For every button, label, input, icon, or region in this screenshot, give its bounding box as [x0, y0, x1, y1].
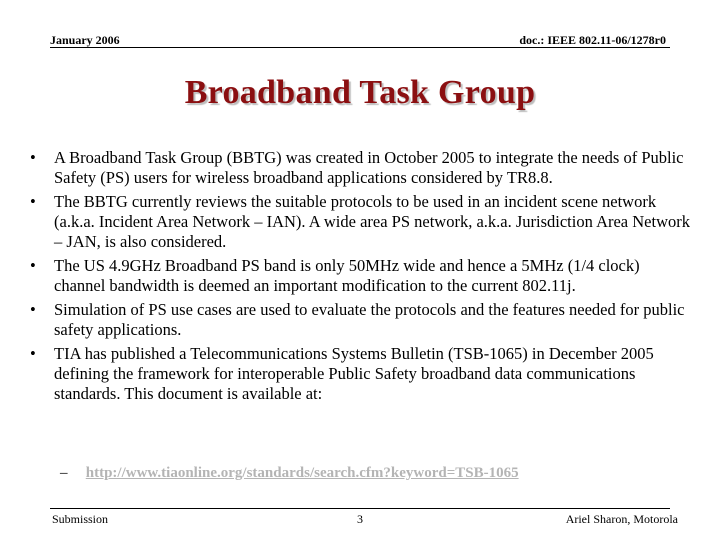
bullet-text: The BBTG currently reviews the suitable protocols to be used in an incident scene network (a.k.a. Incident Area Network – IAN). A wide area PS network, a.k.a. Jurisdiction Area Network – JAN, is also considered.: [54, 192, 690, 251]
dash-icon: –: [60, 465, 68, 481]
bullet-item: [30, 300, 695, 340]
bullet-icon: •: [30, 256, 36, 275]
bullet-item: [30, 344, 695, 404]
page-number: 3: [357, 512, 363, 526]
bullet-icon: •: [30, 344, 36, 363]
footer-submission: Submission: [52, 512, 109, 526]
bullet-icon: •: [30, 148, 36, 167]
bullet-item: [30, 148, 695, 188]
bullet-text: Simulation of PS use cases are used to evaluate the protocols and the features needed for public safety applications.: [54, 300, 685, 339]
tsb-1065-link[interactable]: http://www.tiaonline.org/standards/search.cfm?keyword=TSB-1065: [85, 465, 519, 481]
header-divider: [50, 47, 670, 48]
bullet-list: [30, 148, 695, 408]
bullet-text: The US 4.9GHz Broadband PS band is only 50MHz wide and hence a 5MHz (1/4 clock) channel bandwidth is deemed an important modification to the current 802.11j.: [54, 256, 640, 295]
slide-title: Broadband Task Group: [184, 74, 536, 111]
sub-bullet: [60, 465, 519, 482]
bullet-text: TIA has published a Telecommunications Systems Bulletin (TSB-1065) in December 2005 defining the framework for interoperable Public Safety broadband data communications standards. This document is available at:: [54, 344, 654, 403]
bullet-item: [30, 192, 695, 252]
footer-divider: [50, 508, 670, 509]
bullet-icon: •: [30, 300, 36, 319]
bullet-text: A Broadband Task Group (BBTG) was created in October 2005 to integrate the needs of Public Safety (PS) users for wireless broadband applications considered by TR8.8.: [54, 148, 684, 187]
footer-author: Ariel Sharon, Motorola: [565, 512, 678, 526]
header-date: January 2006: [50, 33, 120, 47]
bullet-item: [30, 256, 695, 296]
bullet-icon: •: [30, 192, 36, 211]
header-doc-id: doc.: IEEE 802.11-06/1278r0: [519, 33, 666, 47]
